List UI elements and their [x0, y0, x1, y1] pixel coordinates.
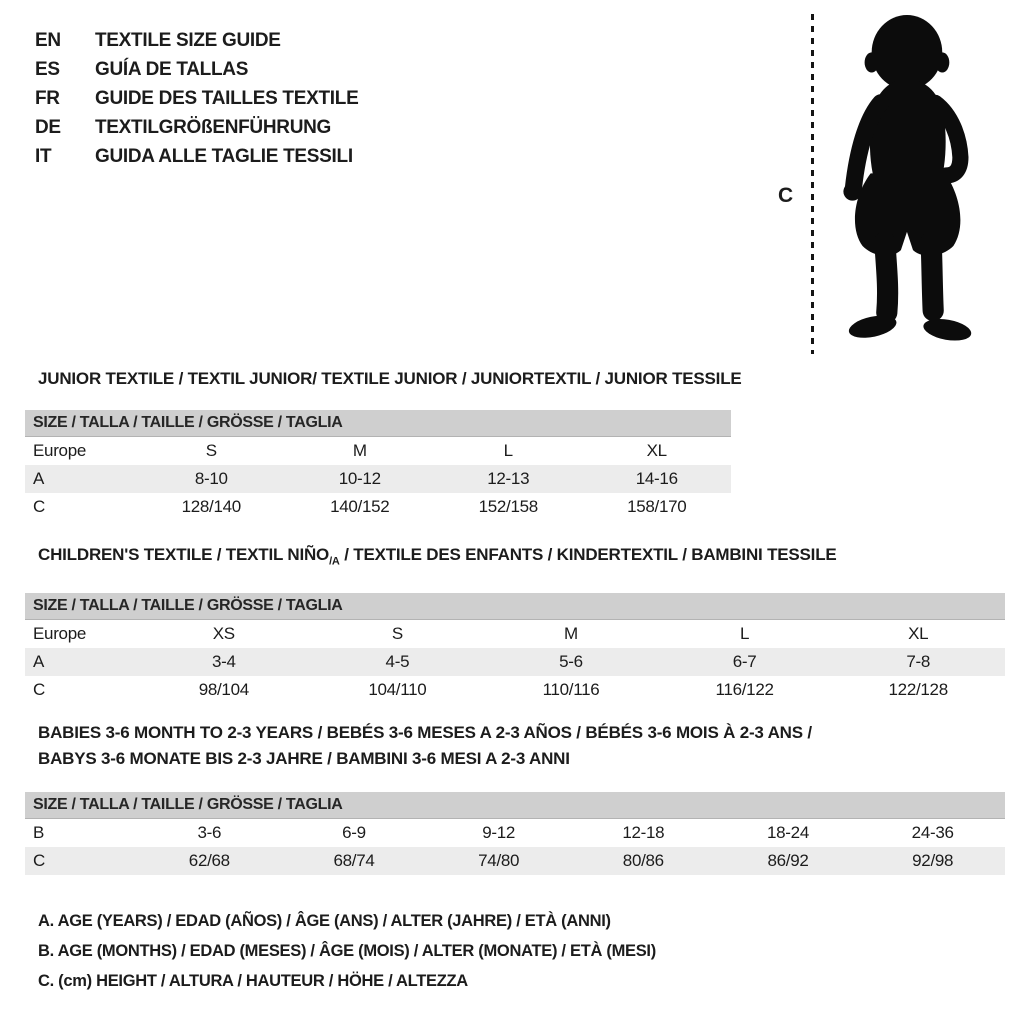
row-label: A — [33, 469, 45, 488]
legend-line-b: B. AGE (MONTHS) / EDAD (MESES) / ÂGE (MOIS) / ALTER (MONATE) / ETÀ (MESI) — [38, 942, 656, 960]
age-cell: 12-13 — [487, 469, 530, 488]
size-table-junior — [25, 410, 731, 521]
row-label: C — [33, 497, 45, 516]
height-cell: 122/128 — [888, 680, 948, 699]
language-label: TEXTILE SIZE GUIDE — [95, 29, 281, 51]
size-table-children — [25, 593, 1005, 704]
size-cell: M — [352, 441, 367, 460]
title-part: / TEXTILE DES ENFANTS / KINDERTEXTIL / BAMBINI TESSILE — [339, 545, 837, 564]
age-cell: 4-5 — [385, 652, 410, 671]
size-header-bar: SIZE / TALLA / TAILLE / GRÖSSE / TAGLIA — [25, 410, 731, 437]
height-cell: 74/80 — [478, 851, 520, 870]
height-cell: 116/122 — [715, 680, 774, 699]
table-row — [25, 620, 1005, 648]
measure-legend — [38, 906, 656, 996]
row-label: C — [33, 851, 45, 870]
age-cell: 6-9 — [342, 823, 366, 842]
age-cell: 6-7 — [732, 652, 757, 671]
language-label: TEXTILGRÖßENFÜHRUNG — [95, 116, 332, 138]
language-code: FR — [35, 87, 60, 109]
table-row — [25, 465, 731, 493]
language-code: DE — [35, 116, 61, 138]
height-cell: 62/68 — [188, 851, 230, 870]
size-cell: XL — [908, 624, 929, 643]
height-cell: 86/92 — [767, 851, 809, 870]
size-header-bar: SIZE / TALLA / TAILLE / GRÖSSE / TAGLIA — [25, 593, 1005, 620]
language-row-de — [35, 113, 358, 142]
height-cell: 140/152 — [330, 497, 390, 516]
title-subscript: /A — [329, 555, 340, 568]
size-cell: S — [391, 624, 403, 643]
height-measure-figure — [770, 8, 1010, 360]
size-table-babies — [25, 792, 1005, 875]
title-line-2: BABYS 3-6 MONATE BIS 2-3 JAHRE / BAMBINI 3-6 MESI A 2-3 ANNI — [38, 749, 570, 768]
legend-line-a: A. AGE (YEARS) / EDAD (AÑOS) / ÂGE (ANS) / ALTER (JAHRE) / ETÀ (ANNI) — [38, 912, 611, 930]
table-row — [25, 437, 731, 465]
age-cell: 9-12 — [482, 823, 516, 842]
row-label: Europe — [33, 624, 87, 643]
height-cell: 92/98 — [912, 851, 954, 870]
language-row-fr — [35, 84, 358, 113]
language-label: GUIDE DES TAILLES TEXTILE — [95, 87, 359, 109]
size-cell: M — [564, 624, 578, 643]
height-cell: 104/110 — [368, 680, 427, 699]
age-cell: 5-6 — [559, 652, 583, 671]
table-row — [25, 847, 1005, 875]
size-cell: L — [503, 441, 513, 460]
height-cell: 158/170 — [627, 497, 687, 516]
height-cell: 68/74 — [333, 851, 375, 870]
section-title-babies — [38, 720, 812, 772]
age-cell: 3-6 — [197, 823, 222, 842]
row-label: A — [33, 652, 45, 671]
row-label: C — [33, 680, 45, 699]
language-row-es — [35, 55, 358, 84]
age-cell: 8-10 — [194, 469, 228, 488]
height-cell: 152/158 — [478, 497, 538, 516]
age-cell: 7-8 — [906, 652, 931, 671]
height-cell: 80/86 — [622, 851, 664, 870]
language-code: ES — [35, 58, 60, 80]
age-cell: 14-16 — [635, 469, 678, 488]
height-cell: 110/116 — [542, 680, 600, 699]
age-cell: 3-4 — [211, 652, 236, 671]
row-label: Europe — [33, 441, 87, 460]
section-title-junior: JUNIOR TEXTILE / TEXTIL JUNIOR/ TEXTILE JUNIOR / JUNIORTEXTIL / JUNIOR TESSILE — [38, 369, 742, 388]
age-cell: 12-18 — [622, 823, 665, 842]
size-cell: XS — [212, 624, 235, 643]
age-cell: 18-24 — [767, 823, 809, 842]
height-cell: 128/140 — [181, 497, 241, 516]
toddler-silhouette-icon — [826, 10, 998, 358]
row-label: B — [33, 823, 45, 842]
language-list — [35, 26, 358, 171]
height-dotted-line — [811, 14, 814, 354]
language-label: GUÍA DE TALLAS — [95, 58, 249, 80]
size-cell: S — [205, 441, 217, 460]
table-row — [25, 648, 1005, 676]
size-header-bar: SIZE / TALLA / TAILLE / GRÖSSE / TAGLIA — [25, 792, 1005, 819]
table-row — [25, 819, 1005, 847]
table-row — [25, 676, 1005, 704]
size-cell: XL — [646, 441, 667, 460]
age-cell: 24-36 — [911, 823, 954, 842]
size-cell: L — [740, 624, 750, 643]
title-line-1: BABIES 3-6 MONTH TO 2-3 YEARS / BEBÉS 3-6 MESES A 2-3 AÑOS / BÉBÉS 3-6 MOIS À 2-3 ANS / — [38, 723, 812, 742]
language-code: IT — [35, 145, 52, 167]
language-row-en — [35, 26, 358, 55]
age-cell: 10-12 — [338, 469, 381, 488]
title-part: CHILDREN'S TEXTILE / TEXTIL NIÑO — [38, 545, 330, 564]
language-row-it — [35, 142, 358, 171]
section-title-children — [38, 542, 837, 574]
language-code: EN — [35, 29, 61, 51]
table-row — [25, 493, 731, 521]
language-label: GUIDA ALLE TAGLIE TESSILI — [95, 145, 353, 167]
measure-label-c: C — [778, 184, 793, 207]
height-cell: 98/104 — [198, 680, 249, 699]
legend-line-c: C. (cm) HEIGHT / ALTURA / HAUTEUR / HÖHE / ALTEZZA — [38, 972, 468, 990]
